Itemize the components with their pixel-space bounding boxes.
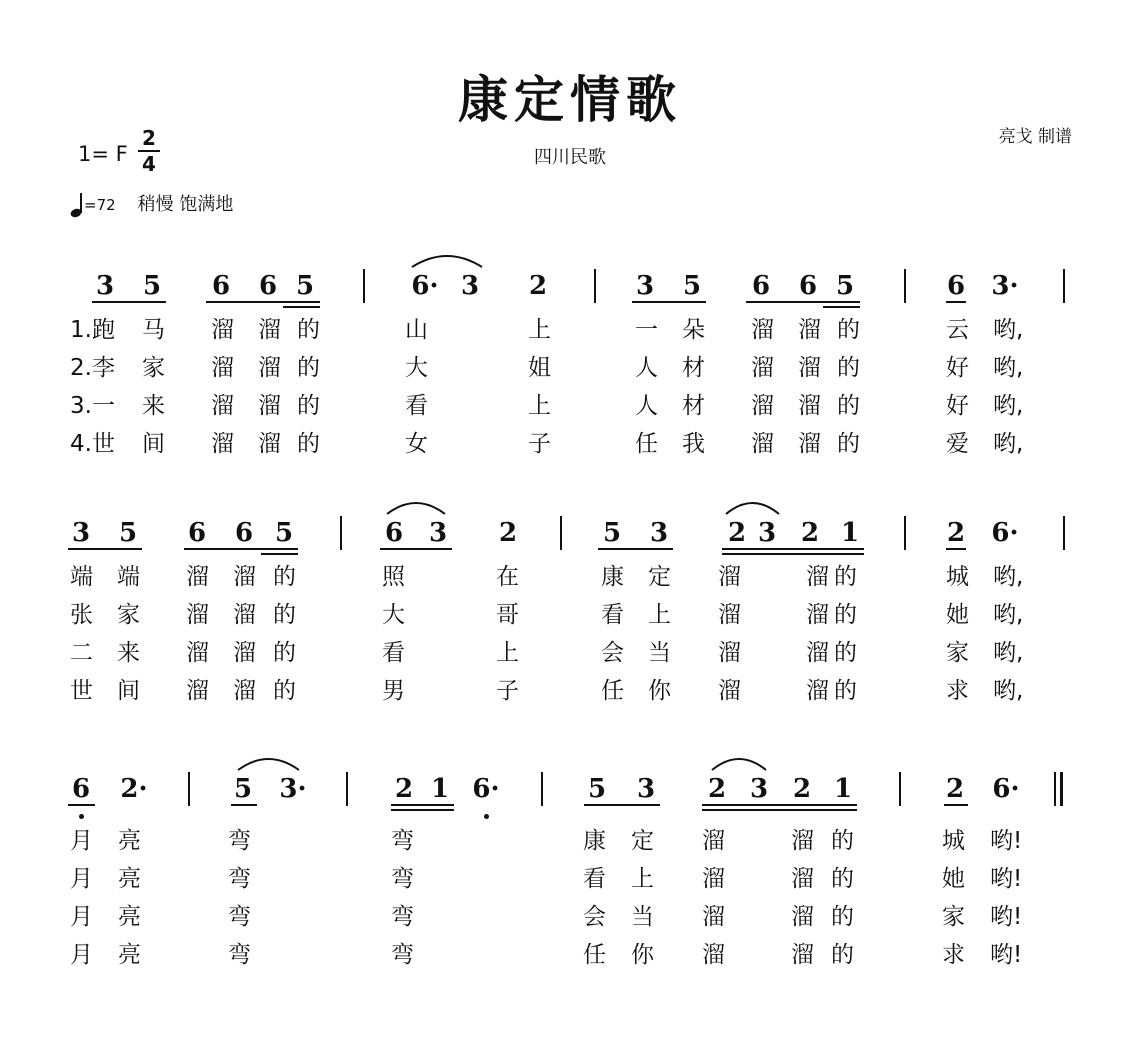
lyric-syllable: 人 (635, 355, 658, 381)
lyric-syllable: 哟! (990, 828, 1023, 854)
note: 2 (528, 271, 548, 301)
lyric-syllable: 溜 (806, 678, 829, 704)
lyric-syllable: 人 (635, 393, 658, 419)
lyric-syllable: 我 (682, 431, 705, 457)
lyric-syllable: 溜 (791, 942, 814, 968)
lyric-syllable: 的 (831, 904, 854, 930)
lyric-syllable: 的 (834, 640, 857, 666)
lyric-syllable: 定 (631, 828, 654, 854)
tempo-value: =72 (84, 196, 116, 214)
lyric-syllable: 你 (648, 678, 671, 704)
lyric-syllable: 弯 (228, 866, 251, 892)
note: 2 (946, 518, 966, 548)
rhythm-underline (391, 809, 454, 811)
barline (346, 772, 348, 806)
barline (363, 269, 365, 303)
note: 3 (757, 518, 777, 548)
barline (594, 269, 596, 303)
lyric-syllable: 溜 (211, 431, 234, 457)
lyric-syllable: 上 (528, 393, 551, 419)
note: 2 (792, 774, 812, 804)
lyric-syllable: 她 (946, 602, 969, 628)
note: 6 (211, 271, 231, 301)
lyric-syllable: 间 (117, 678, 140, 704)
lyric-syllable: 弯 (391, 828, 414, 854)
lyric-syllable: 材 (682, 393, 705, 419)
key-signature: 1= F (78, 142, 128, 166)
lyric-syllable: 的 (831, 828, 854, 854)
lyric-syllable: 在 (496, 564, 519, 590)
tie-arc (712, 759, 766, 770)
lyric-syllable: 看 (583, 866, 606, 892)
lyric-syllable: 1.跑 (70, 317, 115, 343)
lyric-syllable: 溜 (791, 828, 814, 854)
lyric-syllable: 3.一 (70, 393, 115, 419)
lyric-syllable: 女 (405, 431, 428, 457)
tie-arc (726, 503, 779, 514)
lyric-syllable: 哟! (990, 942, 1023, 968)
note: 6 (234, 518, 254, 548)
lyric-syllable: 的 (834, 564, 857, 590)
lyric-syllable: 云 (946, 317, 969, 343)
lyric-syllable: 溜 (718, 640, 741, 666)
lyric-syllable: 端 (117, 564, 140, 590)
lyric-syllable: 任 (635, 431, 658, 457)
lyric-syllable: 的 (837, 431, 860, 457)
note: 5 (233, 774, 253, 804)
rhythm-underline (391, 804, 454, 806)
song-origin: 四川民歌 (534, 147, 606, 168)
lyric-syllable: 大 (405, 355, 428, 381)
note: 2 (800, 518, 820, 548)
note: 3 (428, 518, 448, 548)
lyric-syllable: 的 (834, 602, 857, 628)
lyric-syllable: 间 (142, 431, 165, 457)
time-signature-top: 2 (142, 126, 156, 150)
lyric-syllable: 溜 (186, 678, 209, 704)
lyric-syllable: 溜 (702, 828, 725, 854)
lyric-syllable: 弯 (391, 942, 414, 968)
note: 6· (992, 774, 1020, 804)
note: 5 (295, 271, 315, 301)
lyric-syllable: 溜 (718, 678, 741, 704)
lyric-syllable: 上 (648, 602, 671, 628)
lyric-syllable: 弯 (391, 866, 414, 892)
lyric-syllable: 哟, (993, 317, 1024, 343)
lyric-syllable: 张 (70, 602, 93, 628)
rhythm-underline (823, 306, 860, 308)
lyric-syllable: 家 (942, 904, 965, 930)
lyric-syllable: 溜 (186, 602, 209, 628)
lyric-syllable: 亮 (118, 866, 141, 892)
note: 6 (798, 271, 818, 301)
lyric-syllable: 4.世 (70, 431, 115, 457)
lyric-syllable: 子 (528, 431, 551, 457)
lyric-syllable: 她 (942, 866, 965, 892)
lyric-syllable: 任 (583, 942, 606, 968)
lyric-syllable: 的 (834, 678, 857, 704)
note: 2 (727, 518, 747, 548)
rhythm-underline (946, 548, 966, 550)
lyric-syllable: 的 (837, 355, 860, 381)
lyric-syllable: 材 (682, 355, 705, 381)
lyric-syllable: 子 (496, 678, 519, 704)
tie-arc (387, 503, 445, 514)
note: 2 (707, 774, 727, 804)
lyric-syllable: 求 (946, 678, 969, 704)
lyric-syllable: 溜 (233, 602, 256, 628)
lyric-syllable: 看 (405, 393, 428, 419)
note: 3 (95, 271, 115, 301)
note: 6· (472, 774, 500, 804)
lyric-syllable: 溜 (702, 866, 725, 892)
lyric-syllable: 好 (946, 393, 969, 419)
lyric-syllable: 的 (831, 866, 854, 892)
lyric-syllable: 月 (70, 866, 93, 892)
rhythm-underline (184, 548, 298, 550)
note: 5 (682, 271, 702, 301)
rhythm-underline (68, 548, 142, 550)
lyric-syllable: 家 (117, 602, 140, 628)
lyric-syllable: 看 (601, 602, 624, 628)
note: 6 (384, 518, 404, 548)
lyric-syllable: 溜 (798, 355, 821, 381)
lyric-syllable: 一 (635, 317, 658, 343)
barline (904, 516, 906, 550)
octave-dot (484, 814, 489, 819)
song-title: 康定情歌 (458, 71, 682, 129)
lyric-syllable: 任 (601, 678, 624, 704)
lyric-syllable: 大 (382, 602, 405, 628)
lyric-syllable: 世 (70, 678, 93, 704)
note: 6 (71, 774, 91, 804)
lyric-syllable: 溜 (806, 602, 829, 628)
rhythm-underline (206, 301, 320, 303)
barline (899, 772, 901, 806)
lyric-syllable: 爱 (946, 431, 969, 457)
final-barline (1060, 772, 1063, 806)
lyric-syllable: 溜 (751, 355, 774, 381)
lyric-syllable: 溜 (791, 866, 814, 892)
lyric-syllable: 山 (405, 317, 428, 343)
lyric-syllable: 溜 (751, 317, 774, 343)
note: 1 (840, 518, 860, 548)
lyric-syllable: 溜 (233, 678, 256, 704)
lyric-syllable: 哟, (993, 678, 1024, 704)
lyric-syllable: 的 (297, 355, 320, 381)
lyric-syllable: 家 (142, 355, 165, 381)
rhythm-underline (946, 301, 966, 303)
time-signature-bottom: 4 (142, 152, 156, 176)
note: 3· (991, 271, 1019, 301)
octave-dot (79, 814, 84, 819)
lyric-syllable: 的 (273, 678, 296, 704)
rhythm-underline (584, 804, 660, 806)
barline (541, 772, 543, 806)
tie-arc (412, 256, 482, 267)
lyric-syllable: 的 (831, 942, 854, 968)
lyric-syllable: 求 (942, 942, 965, 968)
rhythm-underline (722, 548, 864, 550)
lyric-syllable: 亮 (118, 828, 141, 854)
note: 3 (649, 518, 669, 548)
lyric-syllable: 溜 (718, 564, 741, 590)
note: 1 (430, 774, 450, 804)
lyric-syllable: 月 (70, 942, 93, 968)
lyric-syllable: 看 (382, 640, 405, 666)
lyric-syllable: 会 (583, 904, 606, 930)
note: 6 (946, 271, 966, 301)
lyric-syllable: 的 (273, 602, 296, 628)
lyric-syllable: 溜 (186, 564, 209, 590)
lyric-syllable: 哟! (990, 904, 1023, 930)
note: 3 (635, 271, 655, 301)
lyric-syllable: 哟! (990, 866, 1023, 892)
lyric-syllable: 的 (273, 640, 296, 666)
note: 6 (258, 271, 278, 301)
note: 5 (274, 518, 294, 548)
lyric-syllable: 男 (382, 678, 405, 704)
lyric-syllable: 月 (70, 828, 93, 854)
note: 6· (991, 518, 1019, 548)
note: 3 (71, 518, 91, 548)
lyric-syllable: 照 (382, 564, 405, 590)
note: 2 (394, 774, 414, 804)
lyric-syllable: 溜 (186, 640, 209, 666)
lyric-syllable: 二 (70, 640, 93, 666)
rhythm-underline (261, 553, 298, 555)
note: 5 (587, 774, 607, 804)
lyric-syllable: 溜 (258, 393, 281, 419)
lyric-syllable: 溜 (233, 564, 256, 590)
note: 3 (460, 271, 480, 301)
lyric-syllable: 溜 (258, 317, 281, 343)
lyric-syllable: 溜 (258, 355, 281, 381)
note: 6· (411, 271, 439, 301)
rhythm-underline (598, 548, 673, 550)
lyric-syllable: 溜 (798, 317, 821, 343)
note: 3 (749, 774, 769, 804)
note: 2 (498, 518, 518, 548)
lyric-syllable: 溜 (798, 431, 821, 457)
lyric-syllable: 康 (601, 564, 624, 590)
lyric-syllable: 哟, (993, 564, 1024, 590)
lyric-syllable: 弯 (228, 828, 251, 854)
lyric-syllable: 会 (601, 640, 624, 666)
lyric-syllable: 弯 (391, 904, 414, 930)
lyric-syllable: 上 (528, 317, 551, 343)
lyric-syllable: 的 (297, 431, 320, 457)
rhythm-underline (632, 301, 706, 303)
lyric-syllable: 姐 (528, 355, 551, 381)
lyric-syllable: 溜 (702, 942, 725, 968)
final-barline (1054, 772, 1056, 806)
lyric-syllable: 当 (631, 904, 654, 930)
lyric-syllable: 溜 (751, 431, 774, 457)
note: 1 (833, 774, 853, 804)
rhythm-underline (231, 804, 257, 806)
barline (904, 269, 906, 303)
rhythm-underline (746, 301, 860, 303)
lyric-syllable: 马 (142, 317, 165, 343)
lyric-syllable: 溜 (791, 904, 814, 930)
rhythm-underline (380, 548, 452, 550)
note: 2· (120, 774, 148, 804)
lyric-syllable: 溜 (211, 355, 234, 381)
rhythm-underline (68, 804, 95, 806)
lyric-syllable: 的 (837, 393, 860, 419)
lyric-syllable: 弯 (228, 942, 251, 968)
lyric-syllable: 哟, (993, 602, 1024, 628)
note: 3 (636, 774, 656, 804)
lyric-syllable: 家 (946, 640, 969, 666)
note: 6 (751, 271, 771, 301)
lyric-syllable: 好 (946, 355, 969, 381)
note: 3· (279, 774, 307, 804)
lyric-syllable: 溜 (211, 393, 234, 419)
lyric-syllable: 哟, (993, 393, 1024, 419)
lyric-syllable: 亮 (118, 904, 141, 930)
lyric-syllable: 上 (631, 866, 654, 892)
rhythm-underline (702, 804, 857, 806)
lyric-syllable: 溜 (798, 393, 821, 419)
lyric-syllable: 康 (583, 828, 606, 854)
lyric-syllable: 月 (70, 904, 93, 930)
lyric-syllable: 定 (648, 564, 671, 590)
lyric-syllable: 上 (496, 640, 519, 666)
lyric-syllable: 亮 (118, 942, 141, 968)
lyric-syllable: 溜 (211, 317, 234, 343)
rhythm-underline (283, 306, 320, 308)
lyric-syllable: 弯 (228, 904, 251, 930)
lyric-syllable: 来 (142, 393, 165, 419)
lyric-syllable: 城 (946, 564, 969, 590)
barline (188, 772, 190, 806)
note: 5 (602, 518, 622, 548)
lyric-syllable: 哥 (496, 602, 519, 628)
barline (1063, 516, 1065, 550)
note: 6 (187, 518, 207, 548)
rhythm-underline (722, 553, 864, 555)
barline (560, 516, 562, 550)
rhythm-underline (92, 301, 166, 303)
lyric-syllable: 2.李 (70, 355, 115, 381)
arranger-credit: 亮戈 制谱 (998, 127, 1072, 147)
lyric-syllable: 你 (631, 942, 654, 968)
note: 5 (142, 271, 162, 301)
lyric-syllable: 哟, (993, 640, 1024, 666)
lyric-syllable: 溜 (258, 431, 281, 457)
lyric-syllable: 溜 (806, 640, 829, 666)
lyric-syllable: 朵 (682, 317, 705, 343)
lyric-syllable: 溜 (702, 904, 725, 930)
barline (1063, 269, 1065, 303)
note: 5 (118, 518, 138, 548)
tempo-expression: 稍慢 饱满地 (137, 194, 234, 215)
lyric-syllable: 溜 (806, 564, 829, 590)
lyric-syllable: 的 (837, 317, 860, 343)
lyric-syllable: 当 (648, 640, 671, 666)
lyric-syllable: 来 (117, 640, 140, 666)
tie-arc (238, 759, 299, 770)
rhythm-underline (702, 809, 857, 811)
rhythm-underline (944, 804, 968, 806)
lyric-syllable: 哟, (993, 431, 1024, 457)
lyric-syllable: 哟, (993, 355, 1024, 381)
barline (340, 516, 342, 550)
lyric-syllable: 城 (942, 828, 965, 854)
lyric-syllable: 的 (297, 317, 320, 343)
lyric-syllable: 端 (70, 564, 93, 590)
lyric-syllable: 溜 (751, 393, 774, 419)
lyric-syllable: 的 (297, 393, 320, 419)
lyric-syllable: 溜 (233, 640, 256, 666)
lyric-syllable: 的 (273, 564, 296, 590)
lyric-syllable: 溜 (718, 602, 741, 628)
note: 5 (835, 271, 855, 301)
note: 2 (945, 774, 965, 804)
